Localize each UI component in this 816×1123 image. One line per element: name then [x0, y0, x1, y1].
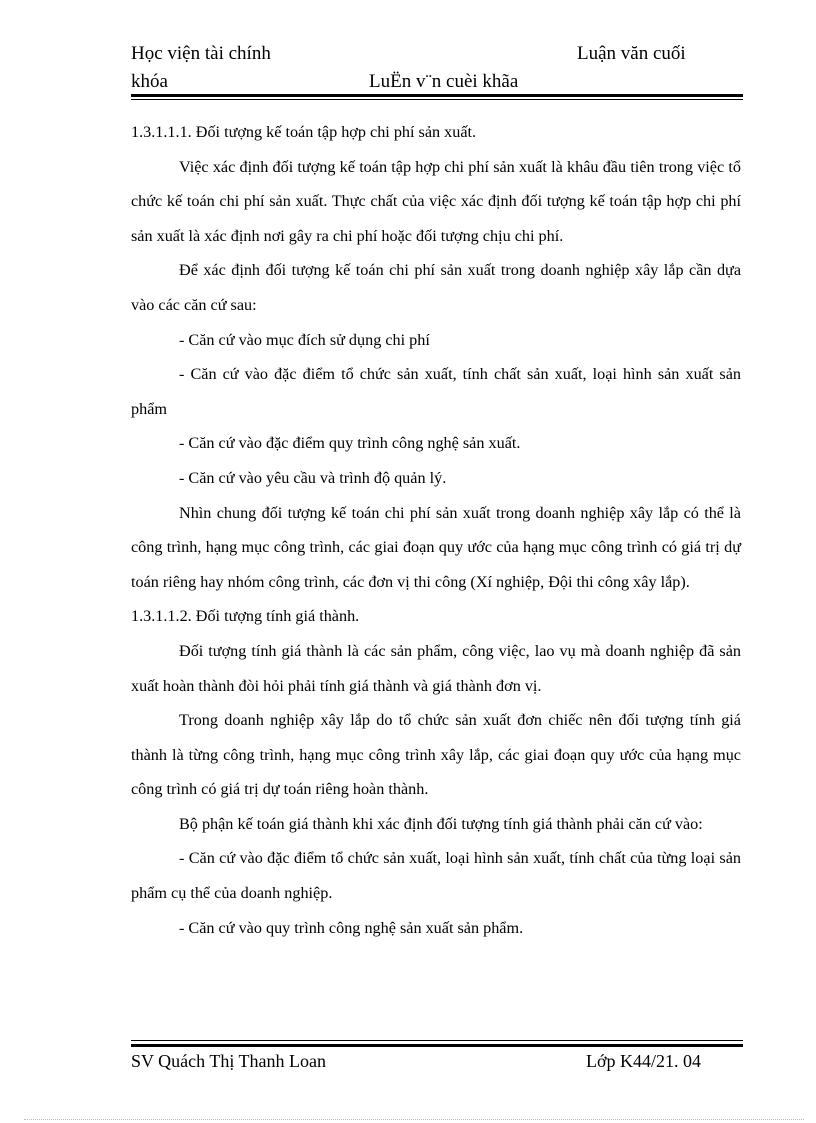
paragraph: Việc xác định đối tượng kế toán tập hợp chi phí sản xuất là khâu đầu tiên trong việc tổ chức kế toán chi phí sản xuất. Thực chất của việc xác định đối tượng kế toán tập hợp chi phí sản xuất là xác định nơi gây ra chi phí hoặc đối tượng chịu chi phí. — [131, 157, 741, 245]
page-edge-dotted-line — [24, 1119, 804, 1120]
paragraph: Nhìn chung đối tượng kế toán chi phí sản xuất trong doanh nghiệp xây lắp có thể là công trình, hạng mục công trình, các giai đoạn quy ước của hạng mục công trình có giá trị dự toán riêng hay nhóm công trình, các đơn vị thi công (Xí nghiệp, Đội thi công xây lắp). — [131, 503, 741, 591]
paragraph: Trong doanh nghiệp xây lắp do tổ chức sản xuất đơn chiếc nên đối tượng tính giá thành là từng công trình, hạng mục công trình xây lắp, các giai đoạn quy ước của hạng mục công trình có giá trị dự toán riêng hoàn thành. — [131, 711, 741, 799]
list-item: - Căn cứ vào mục đích sử dụng chi phí — [179, 330, 430, 349]
paragraph: Bộ phận kế toán giá thành khi xác định đối tượng tính giá thành phải căn cứ vào: — [179, 814, 703, 833]
list-item: - Căn cứ vào đặc điểm tổ chức sản xuất, loại hình sản xuất, tính chất của từng loại sản phẩm cụ thể của doanh nghiệp. — [131, 849, 741, 903]
header-garbled-title: LuËn v¨n cuèi khãa — [369, 71, 519, 92]
header-doc-type-continued: khóa — [131, 71, 168, 92]
paragraph: Đối tượng tính giá thành là các sản phẩm, công việc, lao vụ mà doanh nghiệp đã sản xuất hoàn thành đòi hỏi phải tính giá thành và giá thành đơn vị. — [131, 641, 741, 695]
list-item: - Căn cứ vào yêu cầu và trình độ quản lý. — [179, 468, 447, 487]
footer-student-name: SV Quách Thị Thanh Loan — [131, 1051, 326, 1071]
header-rule-thin — [131, 99, 743, 100]
list-item: - Căn cứ vào quy trình công nghệ sản xuất sản phẩm. — [179, 918, 524, 937]
list-item: - Căn cứ vào đặc điểm tổ chức sản xuất, tính chất sản xuất, loại hình sản xuất sản phẩm — [131, 365, 741, 418]
header-rule-thick — [131, 94, 743, 97]
document-body — [131, 115, 741, 945]
footer-rule-thin — [131, 1040, 743, 1041]
footer-rule-thick — [131, 1044, 743, 1047]
section-heading: 1.3.1.1.2. Đối tượng tính giá thành. — [131, 607, 360, 626]
paragraph: Để xác định đối tượng kế toán chi phí sản xuất trong doanh nghiệp xây lắp cần dựa vào các căn cứ sau: — [131, 261, 741, 314]
footer-class: Lớp K44/21. 04 — [586, 1051, 702, 1071]
list-item: - Căn cứ vào đặc điểm quy trình công nghệ sản xuất. — [179, 434, 521, 453]
section-heading: 1.3.1.1.1. Đối tượng kế toán tập hợp chi phí sản xuất. — [131, 123, 477, 141]
header-institution: Học viện tài chính — [131, 43, 271, 64]
header-doc-type: Luận văn cuối — [577, 43, 686, 64]
